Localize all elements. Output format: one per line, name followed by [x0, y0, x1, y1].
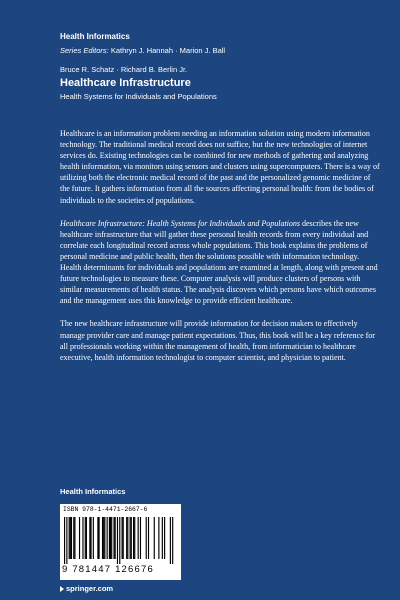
barcode-bar [131, 517, 132, 559]
barcode-bar [127, 517, 128, 559]
blurb-paragraph-1: Healthcare is an information problem needing an information solution using modern information technology. The traditional medical record does not suffice, but the new technologies of internet services do. Existing technologies can be combined for new methods of gathering and analyzing health information, via monitors using sensors and clusters using supercomputers. There is a way of utilizing both the electronic medical record of the past and the personalized genomic medicine of the future. It gathers information from all the sources affecting personal health: from the bodies of individuals to the societies of populations. [60, 129, 380, 205]
back-cover-blurb [60, 128, 380, 375]
blurb-paragraph-2-text: describes the new healthcare infrastructure that will gather these personal health records from every individual and correlate each longitudinal record across whole populations. This book explains the problems of personal medicine and public health, then the solutions possible with information technology. Health determinants for individuals and populations are examined at length, along with present and future technologies to measure these. Computer analysis will produce clusters of persons with similar measurements of health status. The analysis discovers which persons have which outcomes and the management uses this knowledge to provide efficient healthcare. [60, 218, 378, 306]
barcode-digits: 9 781447 126676 [62, 564, 154, 575]
barcode-bar [82, 517, 83, 559]
barcode-bar [90, 517, 91, 559]
publisher-link[interactable] [60, 584, 113, 594]
series-editors-label: Series Editors: [60, 46, 109, 55]
barcode-bar [102, 517, 103, 559]
barcode-bar [164, 517, 165, 559]
barcode-bar [140, 517, 141, 559]
barcode-bar [79, 517, 80, 559]
barcode-bar [70, 517, 71, 559]
blurb-paragraph-3: The new healthcare infrastructure will provide information for decision makers to effectively manage provider care and manage patient expectations. Thus, this book will be a key reference for all professionals working within the management of health, from informatician to healthcare executive, health information technologist to computer scientist, and physician to patient. [60, 319, 375, 362]
barcode-bar [109, 517, 110, 559]
barcode-bar [99, 517, 100, 559]
blurb-book-title: Healthcare Infrastructure: Health Systems for Individuals and Populations [60, 218, 300, 228]
barcode-bar [69, 517, 70, 559]
barcode-bar [110, 517, 111, 559]
series-header [60, 31, 380, 102]
isbn-number: ISBN 978-1-4471-2667-6 [63, 506, 148, 513]
barcode-bar [170, 517, 171, 564]
series-footer-label: Health Informatics [60, 487, 126, 496]
barcode-bar [162, 517, 163, 559]
barcode-bar [148, 517, 149, 559]
barcode-bar [85, 517, 86, 559]
barcode-bar [122, 517, 123, 559]
series-editors [60, 46, 380, 56]
barcode-bar [115, 517, 116, 559]
barcode-bars [64, 517, 177, 564]
blurb-paragraph-2 [60, 218, 380, 307]
barcode-bar [113, 517, 114, 559]
series-editors-names: Kathryn J. Hannah · Marion J. Ball [110, 46, 226, 55]
barcode-bar [86, 517, 87, 559]
barcode-bar [71, 517, 72, 559]
barcode-bar [146, 517, 147, 559]
barcode-bar [117, 517, 118, 564]
barcode-bar [119, 517, 120, 564]
series-name: Health Informatics [60, 32, 130, 41]
barcode-bar [103, 517, 104, 559]
barcode-bar [130, 517, 131, 559]
barcode-bar [74, 517, 75, 559]
barcode-bar [134, 517, 135, 559]
barcode-bar [64, 517, 65, 564]
barcode-bar [133, 517, 134, 559]
barcode-bar [123, 517, 124, 559]
barcode-bar [154, 517, 155, 559]
right-triangle-icon [60, 586, 64, 592]
barcode-bar [93, 517, 94, 559]
isbn-barcode [60, 504, 181, 580]
book-authors: Bruce R. Schatz · Richard B. Berlin Jr. [60, 65, 188, 74]
barcode-bar [172, 517, 173, 564]
barcode-bar [97, 517, 98, 559]
barcode-bar [111, 517, 112, 559]
barcode-bar [89, 517, 90, 559]
book-title: Healthcare Infrastructure [60, 77, 191, 89]
barcode-bar [73, 517, 74, 559]
barcode-bar [104, 517, 105, 559]
barcode-bar [107, 517, 108, 559]
publisher-url: springer.com [66, 584, 114, 593]
barcode-bar [138, 517, 139, 559]
book-subtitle: Health Systems for Individuals and Populations [60, 92, 217, 101]
barcode-bar [66, 517, 67, 564]
barcode-bar [158, 517, 159, 559]
barcode-bar [126, 517, 127, 559]
